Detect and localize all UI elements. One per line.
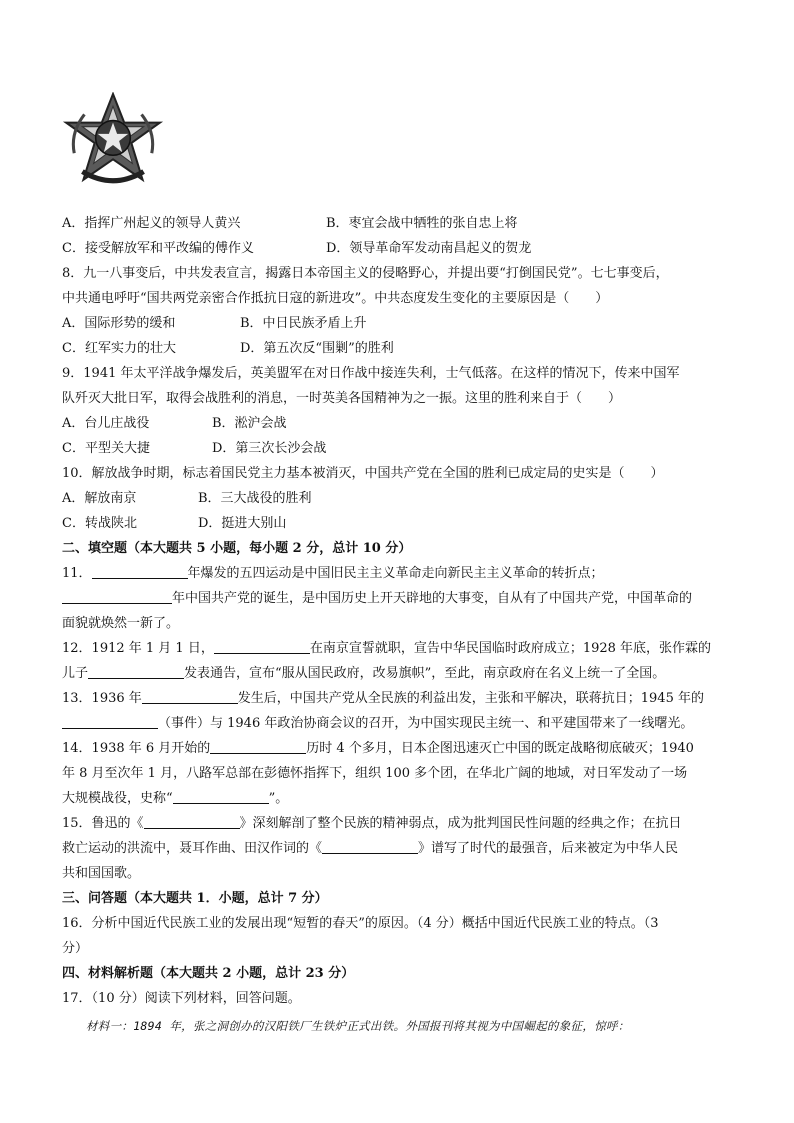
q14-line1: [62, 739, 694, 759]
q14-text-3: 大规模战役，史称“: [62, 791, 173, 806]
q12-text-1: 12．1912 年 1 月 1 日，: [62, 641, 214, 656]
q11-line3: 面貌就焕然一新了。: [62, 616, 180, 631]
q10-option-c: C．转战陕北: [62, 516, 137, 531]
q13-line2: [62, 714, 693, 734]
q14-line3: [62, 789, 288, 809]
q15-blank-1[interactable]: [144, 814, 240, 829]
q12-line2: [62, 664, 665, 684]
medal-emblem-image: [62, 92, 164, 194]
q12-line1: [62, 639, 711, 659]
q10-option-d: D．挺进大别山: [198, 516, 287, 531]
section-4-title: 四、材料解析题（本大题共 2 小题，总计 23 分）: [62, 966, 355, 981]
q15-text-1: 15．鲁迅的《: [62, 816, 144, 831]
q13-text-3: （事件）与 1946 年政治协商会议的召开，为中国实现民主统一、和平建国带来了一线曙光。: [158, 716, 694, 731]
q9-stem-line1: 9．1941 年太平洋战争爆发后，英美盟军在对日作战中接连失利，士气低落。在这样的情况下，传来中国军: [62, 366, 680, 381]
q12-blank-1[interactable]: [214, 639, 310, 654]
q15-blank-2[interactable]: [322, 839, 418, 854]
q13-blank-1[interactable]: [142, 689, 238, 704]
q14-text-4: ”。: [268, 791, 289, 806]
q13-text-1: 13．1936 年: [62, 691, 142, 706]
q10-stem: 10．解放战争时期，标志着国民党主力基本被消灭，中国共产党在全国的胜利已成定局的史实是（ ）: [62, 466, 664, 481]
q14-text-2: 历时 4 个多月，日本企图迅速灭亡中国的既定战略彻底破灭；1940: [306, 741, 694, 756]
q7-option-a: A．指挥广州起义的领导人黄兴: [62, 216, 241, 231]
q14-line2: 年 8 月至次年 1 月，八路军总部在彭德怀指挥下，组织 100 多个团，在华北广阔的地域，对日军发动了一场: [62, 766, 688, 781]
q11-blank-2[interactable]: [62, 589, 172, 604]
q7-option-c: C．接受解放军和平改编的傅作义: [62, 241, 254, 256]
q9-stem-line2: 队歼灭大批日军，取得会战胜利的消息，一时英美各国精神为之一振。这里的胜利来自于（ ）: [62, 391, 622, 406]
q9-option-a: A．台儿庄战役: [62, 416, 150, 431]
q11-number: 11．: [62, 566, 92, 581]
q9-option-c: C．平型关大捷: [62, 441, 150, 456]
q10-option-a: A．解放南京: [62, 491, 137, 506]
material-1-text: 材料一：1894 年，张之洞创办的汉阳铁厂生铁炉正式出铁。外国报刊将其视为中国崛起的象征，惊呼：: [86, 1019, 630, 1033]
q12-blank-2[interactable]: [88, 664, 184, 679]
q15-line2: [62, 839, 678, 859]
q11-line1: [62, 564, 604, 584]
q11-blank-1[interactable]: [92, 564, 188, 579]
q15-line3: 共和国国歌。: [62, 866, 141, 881]
q17-stem: 17．（10 分）阅读下列材料，回答问题。: [62, 991, 301, 1006]
q15-line1: [62, 814, 682, 834]
q12-text-4: 发表通告，宣布“服从国民政府，改易旗帜”，至此，南京政府在名义上统一了全国。: [184, 666, 666, 681]
q7-option-d: D．领导革命军发动南昌起义的贺龙: [326, 241, 532, 256]
q14-blank-1[interactable]: [210, 739, 306, 754]
q8-stem-line1: 8．九一八事变后，中共发表宣言，揭露日本帝国主义的侵略野心，并提出要“打倒国民党”。七七事变后，: [62, 266, 669, 281]
q11-text-2: 年中国共产党的诞生，是中国历史上开天辟地的大事变，自从有了中国共产党，中国革命的: [172, 591, 693, 606]
q16-line1: 16．分析中国近代民族工业的发展出现“短暂的春天”的原因。（4 分）概括中国近代民族工业的特点。（3: [62, 916, 659, 931]
q14-text-1: 14．1938 年 6 月开始的: [62, 741, 211, 756]
q11-text-1: 年爆发的五四运动是中国旧民主主义革命走向新民主主义革命的转折点；: [187, 566, 604, 581]
q13-text-2: 发生后，中国共产党从全民族的利益出发，主张和平解决，联蒋抗日；1945 年的: [237, 691, 704, 706]
q9-option-b: B．淞沪会战: [212, 416, 287, 431]
q10-option-b: B．三大战役的胜利: [198, 491, 312, 506]
q15-text-2: 》深刻解剖了整个民族的精神弱点，成为批判国民性问题的经典之作；在抗日: [239, 816, 682, 831]
q15-text-3: 救亡运动的洪流中，聂耳作曲、田汉作词的《: [62, 841, 323, 856]
section-3-title: 三、问答题（本大题共 1．小题，总计 7 分）: [62, 891, 328, 906]
q8-stem-line2: 中共通电呼吁“国共两党亲密合作抵抗日寇的新进攻”。中共态度发生变化的主要原因是（ ）: [62, 291, 609, 306]
q8-option-b: B．中日民族矛盾上升: [240, 316, 367, 331]
q13-line1: [62, 689, 704, 709]
q15-text-4: 》谱写了时代的最强音，后来被定为中华人民: [418, 841, 679, 856]
q16-line2: 分）: [62, 941, 89, 956]
q9-option-d: D．第三次长沙会战: [212, 441, 327, 456]
q11-line2: [62, 589, 692, 609]
section-2-title: 二、填空题（本大题共 5 小题，每小题 2 分，总计 10 分）: [62, 541, 412, 556]
q12-text-3: 儿子: [62, 666, 89, 681]
q8-option-a: A．国际形势的缓和: [62, 316, 176, 331]
q8-option-c: C．红军实力的壮大: [62, 341, 176, 356]
q7-option-b: B．枣宜会战中牺牲的张自忠上将: [326, 216, 518, 231]
q13-blank-2[interactable]: [62, 714, 158, 729]
q8-option-d: D．第五次反“围剿”的胜利: [240, 341, 394, 356]
q14-blank-2[interactable]: [173, 789, 269, 804]
q12-text-2: 在南京宣誓就职，宣告中华民国临时政府成立；1928 年底，张作霖的: [309, 641, 712, 656]
